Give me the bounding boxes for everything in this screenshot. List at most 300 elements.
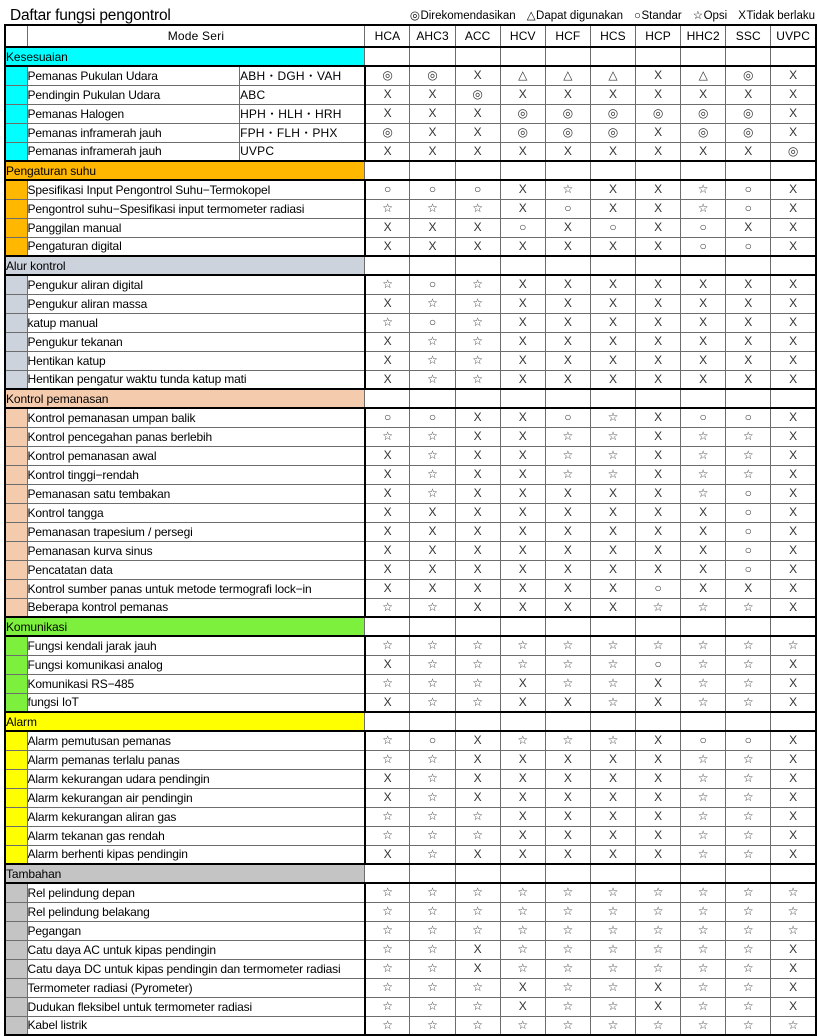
table-row[interactable]: [5, 237, 816, 256]
matrix-cell-hcs: X: [590, 370, 635, 389]
matrix-cell-hcf: X: [545, 826, 590, 845]
section-header-row: [5, 256, 816, 275]
section-blank-cell: [590, 389, 635, 408]
matrix-cell-hcp: X: [636, 237, 681, 256]
matrix-cell-ahc3: ☆: [410, 921, 455, 940]
matrix-cell-hhc2: ☆: [681, 959, 726, 978]
section-blank-cell: [365, 712, 410, 731]
matrix-cell-ssc: ○: [726, 199, 771, 218]
table-row[interactable]: [5, 598, 816, 617]
matrix-cell-hcv: X: [500, 180, 545, 199]
matrix-cell-hhc2: ☆: [681, 465, 726, 484]
row-label: Kontrol pemanasan awal: [27, 446, 365, 465]
matrix-cell-hcp: X: [636, 674, 681, 693]
column-header-hcv[interactable]: HCV: [500, 25, 545, 47]
section-color-stripe: [5, 978, 27, 997]
table-row[interactable]: [5, 636, 816, 655]
row-label: Alarm pemutusan pemanas: [27, 731, 365, 750]
section-color-stripe: [5, 769, 27, 788]
matrix-cell-hca: X: [365, 218, 410, 237]
matrix-cell-uvpc: X: [771, 294, 816, 313]
section-color-stripe: [5, 332, 27, 351]
matrix-cell-ssc: ☆: [726, 427, 771, 446]
matrix-cell-hhc2: ◎: [681, 104, 726, 123]
matrix-cell-hcv: X: [500, 807, 545, 826]
matrix-cell-hcf: X: [545, 579, 590, 598]
section-blank-cell: [365, 256, 410, 275]
matrix-cell-hca: ☆: [365, 427, 410, 446]
matrix-cell-ahc3: ○: [410, 313, 455, 332]
table-row[interactable]: [5, 978, 816, 997]
table-row[interactable]: [5, 370, 816, 389]
matrix-cell-hcv: X: [500, 446, 545, 465]
matrix-cell-ssc: X: [726, 275, 771, 294]
matrix-cell-hcf: X: [545, 503, 590, 522]
matrix-cell-hcf: ◎: [545, 123, 590, 142]
matrix-cell-ahc3: X: [410, 123, 455, 142]
matrix-cell-uvpc: X: [771, 807, 816, 826]
matrix-cell-hcf: X: [545, 807, 590, 826]
matrix-cell-hcp: ○: [636, 655, 681, 674]
row-label: Catu daya AC untuk kipas pendingin: [27, 940, 365, 959]
table-row[interactable]: [5, 579, 816, 598]
matrix-cell-hcs: X: [590, 807, 635, 826]
matrix-cell-hcv: X: [500, 503, 545, 522]
table-row[interactable]: [5, 750, 816, 769]
table-row[interactable]: [5, 959, 816, 978]
section-color-stripe: [5, 788, 27, 807]
section-blank-cell: [545, 864, 590, 883]
table-row[interactable]: [5, 446, 816, 465]
section-blank-cell: [545, 389, 590, 408]
section-color-stripe: [5, 731, 27, 750]
matrix-cell-hcv: X: [500, 313, 545, 332]
matrix-cell-uvpc: X: [771, 560, 816, 579]
row-label: Pengaturan digital: [27, 237, 365, 256]
matrix-cell-ahc3: ☆: [410, 788, 455, 807]
matrix-cell-hcs: X: [590, 579, 635, 598]
matrix-cell-acc: ☆: [455, 978, 500, 997]
matrix-cell-hcs: ☆: [590, 446, 635, 465]
matrix-cell-hcf: ☆: [545, 465, 590, 484]
matrix-cell-ssc: ☆: [726, 636, 771, 655]
matrix-cell-hcf: ☆: [545, 655, 590, 674]
matrix-cell-hcv: ☆: [500, 902, 545, 921]
matrix-cell-ssc: X: [726, 313, 771, 332]
matrix-cell-hcf: ☆: [545, 940, 590, 959]
legend-symbol-icon: ☆: [692, 10, 704, 22]
matrix-cell-hcs: ☆: [590, 902, 635, 921]
section-color-stripe: [5, 807, 27, 826]
matrix-cell-ahc3: ○: [410, 275, 455, 294]
table-row[interactable]: [5, 807, 816, 826]
matrix-cell-ssc: ☆: [726, 921, 771, 940]
matrix-cell-ssc: ☆: [726, 978, 771, 997]
column-header-hcf[interactable]: HCF: [545, 25, 590, 47]
column-header-hcs[interactable]: HCS: [590, 25, 635, 47]
matrix-cell-ssc: X: [726, 85, 771, 104]
matrix-cell-ssc: ☆: [726, 807, 771, 826]
section-blank-cell: [771, 389, 816, 408]
matrix-cell-hcv: X: [500, 693, 545, 712]
matrix-cell-hcv: X: [500, 978, 545, 997]
matrix-cell-hcs: X: [590, 275, 635, 294]
table-row[interactable]: [5, 883, 816, 902]
table-row[interactable]: [5, 826, 816, 845]
matrix-cell-hcv: X: [500, 598, 545, 617]
matrix-cell-hcp: X: [636, 199, 681, 218]
matrix-cell-hcf: ☆: [545, 427, 590, 446]
row-model-code: ABC: [240, 85, 365, 104]
row-label: Pendingin Pukulan Udara: [27, 85, 240, 104]
matrix-cell-uvpc: X: [771, 845, 816, 864]
table-row[interactable]: [5, 104, 816, 123]
matrix-cell-hhc2: ☆: [681, 655, 726, 674]
matrix-cell-hhc2: ☆: [681, 598, 726, 617]
matrix-cell-hcp: X: [636, 541, 681, 560]
matrix-cell-hcs: X: [590, 484, 635, 503]
section-blank-cell: [455, 161, 500, 180]
section-header-row: [5, 864, 816, 883]
matrix-cell-uvpc: X: [771, 731, 816, 750]
matrix-cell-hcp: X: [636, 750, 681, 769]
matrix-cell-acc: X: [455, 104, 500, 123]
table-row[interactable]: [5, 902, 816, 921]
section-color-stripe: [5, 465, 27, 484]
matrix-cell-hcp: ☆: [636, 921, 681, 940]
section-blank-cell: [681, 47, 726, 66]
matrix-cell-hcv: X: [500, 294, 545, 313]
matrix-cell-hca: X: [365, 579, 410, 598]
table-row[interactable]: [5, 427, 816, 446]
section-blank-cell: [410, 712, 455, 731]
matrix-cell-ahc3: ☆: [410, 807, 455, 826]
matrix-cell-hcv: X: [500, 750, 545, 769]
matrix-cell-hcp: ☆: [636, 959, 681, 978]
table-row[interactable]: [5, 313, 816, 332]
table-row[interactable]: [5, 693, 816, 712]
section-title: Pengaturan suhu: [5, 161, 365, 180]
matrix-cell-ahc3: ☆: [410, 978, 455, 997]
section-blank-cell: [365, 47, 410, 66]
matrix-cell-hhc2: ☆: [681, 636, 726, 655]
matrix-cell-acc: X: [455, 541, 500, 560]
section-blank-cell: [545, 47, 590, 66]
matrix-cell-ssc: ◎: [726, 123, 771, 142]
matrix-cell-hcp: X: [636, 142, 681, 161]
matrix-cell-hhc2: ☆: [681, 693, 726, 712]
matrix-cell-hcp: X: [636, 807, 681, 826]
table-body: [5, 25, 816, 1035]
matrix-cell-acc: X: [455, 446, 500, 465]
matrix-cell-hhc2: ☆: [681, 902, 726, 921]
matrix-cell-uvpc: X: [771, 750, 816, 769]
table-row[interactable]: [5, 921, 816, 940]
column-header-hhc2[interactable]: HHC2: [681, 25, 726, 47]
matrix-cell-uvpc: X: [771, 769, 816, 788]
matrix-cell-hcv: X: [500, 788, 545, 807]
matrix-cell-ssc: X: [726, 294, 771, 313]
matrix-cell-ahc3: ☆: [410, 959, 455, 978]
section-blank-cell: [545, 161, 590, 180]
table-row[interactable]: [5, 655, 816, 674]
matrix-cell-hca: ☆: [365, 978, 410, 997]
table-row[interactable]: [5, 769, 816, 788]
matrix-cell-hca: ◎: [365, 123, 410, 142]
column-header-hcp[interactable]: HCP: [636, 25, 681, 47]
matrix-cell-hcv: X: [500, 465, 545, 484]
matrix-cell-hcp: X: [636, 370, 681, 389]
matrix-cell-uvpc: ☆: [771, 921, 816, 940]
table-row[interactable]: [5, 66, 816, 85]
matrix-cell-hca: X: [365, 446, 410, 465]
matrix-cell-hcf: X: [545, 522, 590, 541]
legend-label: Tidak berlaku: [746, 10, 815, 22]
matrix-cell-hcv: X: [500, 541, 545, 560]
table-row[interactable]: [5, 85, 816, 104]
matrix-cell-hhc2: ○: [681, 731, 726, 750]
table-row[interactable]: [5, 845, 816, 864]
matrix-cell-uvpc: X: [771, 598, 816, 617]
matrix-cell-acc: X: [455, 579, 500, 598]
table-row[interactable]: [5, 123, 816, 142]
matrix-cell-hca: ☆: [365, 959, 410, 978]
section-color-stripe: [5, 636, 27, 655]
table-row[interactable]: [5, 560, 816, 579]
matrix-cell-hcv: ◎: [500, 123, 545, 142]
matrix-cell-uvpc: X: [771, 503, 816, 522]
matrix-cell-hca: ☆: [365, 826, 410, 845]
section-color-stripe: [5, 750, 27, 769]
matrix-cell-ahc3: ☆: [410, 902, 455, 921]
table-row[interactable]: [5, 275, 816, 294]
matrix-cell-hhc2: ○: [681, 237, 726, 256]
column-header-uvpc[interactable]: UVPC: [771, 25, 816, 47]
row-label: Alarm kekurangan udara pendingin: [27, 769, 365, 788]
legend-label: Opsi: [703, 10, 728, 22]
matrix-cell-hcf: ☆: [545, 959, 590, 978]
matrix-cell-hhc2: X: [681, 560, 726, 579]
legend: [410, 10, 815, 24]
matrix-cell-hhc2: ☆: [681, 750, 726, 769]
matrix-cell-ahc3: ☆: [410, 826, 455, 845]
table-row[interactable]: [5, 997, 816, 1016]
matrix-cell-hcs: X: [590, 598, 635, 617]
section-color-stripe: [5, 408, 27, 427]
legend-symbol-icon: △: [526, 10, 537, 22]
matrix-cell-uvpc: X: [771, 693, 816, 712]
table-row[interactable]: [5, 541, 816, 560]
table-row[interactable]: [5, 674, 816, 693]
matrix-cell-hcs: ☆: [590, 997, 635, 1016]
section-blank-cell: [590, 256, 635, 275]
matrix-cell-ssc: ○: [726, 180, 771, 199]
matrix-cell-uvpc: ☆: [771, 636, 816, 655]
row-label: Kontrol pemanasan umpan balik: [27, 408, 365, 427]
table-row[interactable]: [5, 731, 816, 750]
row-label: Pemanasan kurva sinus: [27, 541, 365, 560]
matrix-cell-acc: X: [455, 427, 500, 446]
matrix-cell-hcp: X: [636, 522, 681, 541]
matrix-cell-hcv: X: [500, 560, 545, 579]
matrix-cell-hcv: X: [500, 484, 545, 503]
page-header: [4, 0, 817, 24]
matrix-cell-ssc: ☆: [726, 598, 771, 617]
matrix-cell-acc: X: [455, 465, 500, 484]
section-blank-cell: [726, 864, 771, 883]
matrix-cell-ssc: ◎: [726, 104, 771, 123]
table-row[interactable]: [5, 940, 816, 959]
legend-symbol-icon: ○: [634, 10, 642, 22]
table-row[interactable]: [5, 294, 816, 313]
row-label: Alarm pemanas terlalu panas: [27, 750, 365, 769]
column-header-acc[interactable]: ACC: [455, 25, 500, 47]
matrix-cell-hcp: X: [636, 332, 681, 351]
row-label: Pemanas Pukulan Udara: [27, 66, 240, 85]
matrix-cell-hca: X: [365, 465, 410, 484]
matrix-cell-ahc3: X: [410, 541, 455, 560]
matrix-cell-hcv: X: [500, 674, 545, 693]
matrix-cell-hcs: X: [590, 237, 635, 256]
matrix-cell-hca: X: [365, 85, 410, 104]
table-row[interactable]: [5, 218, 816, 237]
matrix-cell-acc: X: [455, 598, 500, 617]
matrix-cell-uvpc: X: [771, 484, 816, 503]
row-label: Alarm kekurangan air pendingin: [27, 788, 365, 807]
matrix-cell-hcv: ☆: [500, 940, 545, 959]
column-header-ssc[interactable]: SSC: [726, 25, 771, 47]
row-model-code: HPH・HLH・HRH: [240, 104, 365, 123]
row-label: Kontrol tinggi−rendah: [27, 465, 365, 484]
matrix-cell-acc: ☆: [455, 883, 500, 902]
matrix-cell-hcp: ☆: [636, 636, 681, 655]
matrix-cell-hcs: X: [590, 294, 635, 313]
matrix-cell-hhc2: ☆: [681, 446, 726, 465]
matrix-cell-ssc: ☆: [726, 1016, 771, 1035]
section-blank-cell: [500, 161, 545, 180]
section-color-stripe: [5, 484, 27, 503]
table-row[interactable]: [5, 332, 816, 351]
section-blank-cell: [681, 617, 726, 636]
matrix-cell-hcs: ☆: [590, 674, 635, 693]
matrix-cell-ssc: ☆: [726, 446, 771, 465]
matrix-cell-ahc3: ☆: [410, 750, 455, 769]
matrix-cell-hhc2: ☆: [681, 788, 726, 807]
column-header-ahc3[interactable]: AHC3: [410, 25, 455, 47]
table-row[interactable]: [5, 180, 816, 199]
table-row[interactable]: [5, 484, 816, 503]
table-row[interactable]: [5, 788, 816, 807]
matrix-cell-hcf: X: [545, 484, 590, 503]
matrix-cell-hcv: X: [500, 351, 545, 370]
matrix-cell-hca: X: [365, 104, 410, 123]
matrix-cell-hcf: X: [545, 351, 590, 370]
matrix-cell-hca: ☆: [365, 199, 410, 218]
matrix-cell-hcv: X: [500, 275, 545, 294]
matrix-cell-hcv: X: [500, 769, 545, 788]
section-color-stripe: [5, 370, 27, 389]
section-blank-cell: [545, 617, 590, 636]
matrix-cell-ahc3: ☆: [410, 199, 455, 218]
table-row[interactable]: [5, 465, 816, 484]
matrix-cell-hcs: X: [590, 142, 635, 161]
column-header-hca[interactable]: HCA: [365, 25, 410, 47]
section-color-stripe: [5, 351, 27, 370]
matrix-cell-acc: ☆: [455, 807, 500, 826]
matrix-cell-hcp: X: [636, 560, 681, 579]
matrix-cell-hhc2: X: [681, 85, 726, 104]
section-title: Tambahan: [5, 864, 365, 883]
section-blank-cell: [590, 864, 635, 883]
matrix-cell-acc: ☆: [455, 902, 500, 921]
matrix-cell-hca: ☆: [365, 940, 410, 959]
matrix-cell-hcf: ○: [545, 408, 590, 427]
matrix-cell-uvpc: X: [771, 522, 816, 541]
row-label: Kontrol sumber panas untuk metode termografi lock−in: [27, 579, 365, 598]
section-blank-cell: [500, 47, 545, 66]
section-color-stripe: [5, 541, 27, 560]
matrix-cell-uvpc: X: [771, 997, 816, 1016]
table-row[interactable]: [5, 1016, 816, 1035]
matrix-cell-ahc3: ☆: [410, 598, 455, 617]
row-header-label: Mode Seri: [27, 25, 365, 47]
table-header-row: [5, 25, 816, 47]
matrix-cell-hcf: ☆: [545, 674, 590, 693]
table-row[interactable]: [5, 503, 816, 522]
matrix-cell-ahc3: ☆: [410, 484, 455, 503]
section-blank-cell: [545, 712, 590, 731]
legend-label: Dapat digunakan: [536, 10, 624, 22]
matrix-cell-hcs: △: [590, 66, 635, 85]
matrix-cell-hca: ☆: [365, 883, 410, 902]
matrix-cell-hcf: ☆: [545, 978, 590, 997]
matrix-cell-uvpc: X: [771, 332, 816, 351]
matrix-cell-hca: ☆: [365, 674, 410, 693]
section-color-stripe: [5, 427, 27, 446]
section-blank-cell: [455, 864, 500, 883]
matrix-cell-uvpc: X: [771, 180, 816, 199]
matrix-cell-hcp: X: [636, 731, 681, 750]
matrix-cell-hcv: X: [500, 408, 545, 427]
matrix-cell-hca: ☆: [365, 313, 410, 332]
matrix-cell-hcs: ☆: [590, 978, 635, 997]
section-color-stripe: [5, 313, 27, 332]
section-title: Alarm: [5, 712, 365, 731]
row-label: Hentikan katup: [27, 351, 365, 370]
matrix-cell-ssc: ○: [726, 408, 771, 427]
table-row[interactable]: [5, 522, 816, 541]
matrix-cell-ssc: ○: [726, 503, 771, 522]
matrix-cell-hhc2: ○: [681, 218, 726, 237]
matrix-cell-hcs: ◎: [590, 104, 635, 123]
matrix-cell-hca: X: [365, 237, 410, 256]
matrix-cell-acc: X: [455, 560, 500, 579]
matrix-cell-acc: ☆: [455, 636, 500, 655]
matrix-cell-uvpc: ☆: [771, 883, 816, 902]
table-row[interactable]: [5, 408, 816, 427]
table-row[interactable]: [5, 142, 816, 161]
section-title: Kontrol pemanasan: [5, 389, 365, 408]
matrix-cell-hhc2: ☆: [681, 674, 726, 693]
matrix-cell-hcp: X: [636, 294, 681, 313]
matrix-cell-uvpc: X: [771, 66, 816, 85]
table-row[interactable]: [5, 199, 816, 218]
matrix-cell-hhc2: ☆: [681, 940, 726, 959]
row-label: Hentikan pengatur waktu tunda katup mati: [27, 370, 365, 389]
legend-item-1: [527, 10, 623, 23]
matrix-cell-acc: ☆: [455, 921, 500, 940]
table-row[interactable]: [5, 351, 816, 370]
